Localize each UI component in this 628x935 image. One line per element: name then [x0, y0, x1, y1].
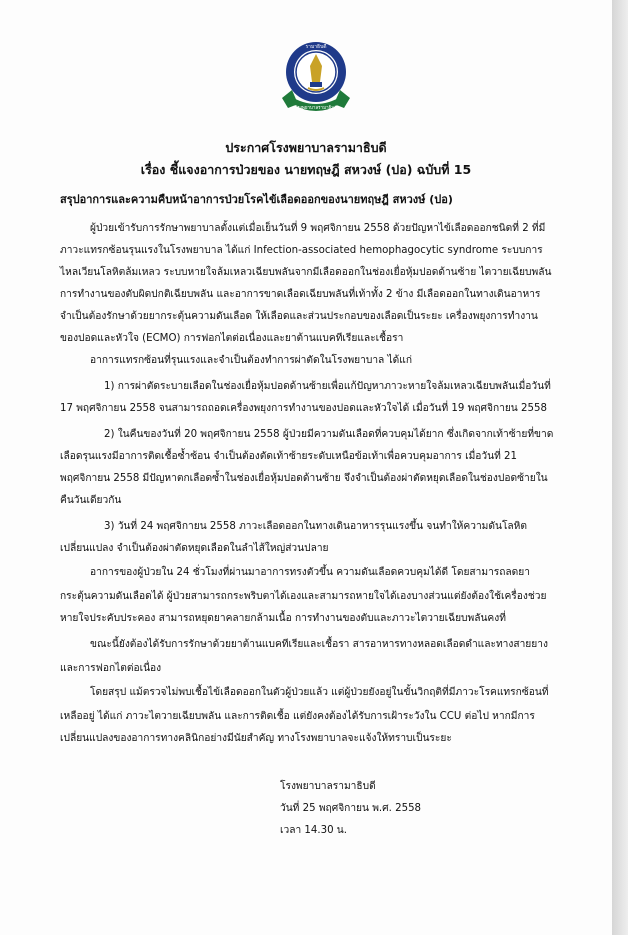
- body-line: ผู้ป่วยเข้ารับการรักษาพยาบาลตั้งแต่เมื่อเย็นวันที่ 9 พฤศจิกายน 2558 ด้วยปัญหาไข้เลือดออกชนิดที่ 2 ที่มี: [90, 223, 546, 234]
- body-line: เปลี่ยนแปลงของอาการทางคลินิกอย่างมีนัยสำคัญ ทางโรงพยาบาลจะแจ้งให้ทราบเป็นระยะ: [60, 733, 452, 744]
- body-line: อาการแทรกซ้อนที่รุนแรงและจำเป็นต้องทำการผ่าตัดในโรงพยาบาล ได้แก่: [90, 355, 412, 366]
- signature-time: เวลา 14.30 น.: [280, 825, 348, 836]
- body-line: เปลี่ยนแปลง จำเป็นต้องผ่าตัดหยุดเลือดในลำไส้ใหญ่ส่วนปลาย: [60, 543, 329, 554]
- body-line: หายใจประคับประคอง สามารถหยุดยาคลายกล้ามเนื้อ การทำงานของตับและภาวะไตวายเฉียบพลันคงที่: [60, 613, 506, 624]
- body-line: และการฟอกไตต่อเนื่อง: [60, 663, 162, 674]
- body-line: 3) วันที่ 24 พฤศจิกายน 2558 ภาวะเลือดออกในทางเดินอาหารรุนแรงขึ้น จนทำให้ความดันโลหิต: [104, 521, 528, 532]
- svg-text:โรงพยาบาลรามาธิบดี: โรงพยาบาลรามาธิบดี: [294, 106, 338, 111]
- body-line: ขณะนี้ยังต้องได้รับการรักษาด้วยยาต้านแบคทีเรียและเชื้อรา สารอาหารทางหลอดเลือดดำและทางสายยาง: [90, 639, 548, 650]
- svg-text:รามาธิบดี: รามาธิบดี: [305, 44, 327, 50]
- body-line: พฤศจิกายน 2558 มีปัญหาตกเลือดซ้ำในช่องเยื่อหุ้มปอดด้านซ้าย จึงจำเป็นต้องผ่าตัดหยุดเลือดในช่องปอดซ้ายใน: [60, 473, 548, 484]
- body-line: กระตุ้นความดันเลือดได้ ผู้ป่วยสามารถกระพริบตาได้เองและสามารถหายใจได้เองบางส่วนแต่ยังต้องใช้เครื่องช่วย: [60, 591, 547, 602]
- signature-org: โรงพยาบาลรามาธิบดี: [280, 781, 376, 792]
- body-line: จำเป็นต้องรักษาด้วยยากระตุ้นความดันเลือด ให้เลือดและส่วนประกอบของเลือดเป็นระยะ เครื่องพยุงการทำงาน: [60, 311, 538, 322]
- document-subject: เรื่อง ชี้แจงอาการป่วยของ นายทฤษฎี สหวงษ์ (ปอ) ฉบับที่ 15: [140, 162, 472, 177]
- body-line: ของปอดและหัวใจ (ECMO) การฟอกไตต่อเนื่องและยาต้านแบคทีเรียและเชื้อรา: [60, 333, 404, 344]
- body-line: เหลืออยู่ ได้แก่ ภาวะไตวายเฉียบพลัน และการติดเชื้อ แต่ยังคงต้องได้รับการเฝ้าระวังใน CCU ต่อไป หากมีการ: [60, 711, 535, 722]
- body-line: ไหลเวียนโลหิตล้มเหลว ระบบหายใจล้มเหลวเฉียบพลันจากมีเลือดออกในช่องเยื่อหุ้มปอดด้านซ้าย ไตวายเฉียบพลัน: [60, 267, 552, 278]
- hospital-seal-icon: [276, 38, 356, 118]
- signature-date: วันที่ 25 พฤศจิกายน พ.ศ. 2558: [280, 803, 422, 814]
- body-line: 1) การผ่าตัดระบายเลือดในช่องเยื่อหุ้มปอดด้านซ้ายเพื่อแก้ปัญหาภาวะหายใจล้มเหลวเฉียบพลันเมื่อวันที่: [104, 381, 551, 392]
- document-title: ประกาศโรงพยาบาลรามาธิบดี: [225, 140, 387, 155]
- body-line: โดยสรุป แม้ตรวจไม่พบเชื้อไข้เลือดออกในตัวผู้ป่วยแล้ว แต่ผู้ป่วยยังอยู่ในขั้นวิกฤติที่มีภาวะโรคแทรกซ้อนที่: [90, 687, 549, 698]
- page-edge: [612, 0, 628, 935]
- body-line: 17 พฤศจิกายน 2558 จนสามารถถอดเครื่องพยุงการทำงานของปอดและหัวใจได้ เมื่อวันที่ 19 พฤศจิกายน 2558: [60, 403, 547, 414]
- body-line: 2) ในคืนของวันที่ 20 พฤศจิกายน 2558 ผู้ป่วยมีความดันเลือดที่ควบคุมได้ยาก ซึ่งเกิดจากเท้าซ้ายที่ขาด: [104, 429, 554, 440]
- summary-heading: สรุปอาการและความคืบหน้าอาการป่วยโรคไข้เลือดออกของนายทฤษฎี สหวงษ์ (ปอ): [60, 193, 453, 206]
- body-line: คืนวันเดียวกัน: [60, 495, 122, 506]
- body-line: ภาวะแทรกซ้อนรุนแรงในโรงพยาบาล ได้แก่ Infection-associated hemophagocytic syndrome ระบบการ: [60, 245, 543, 256]
- body-line: เลือดรุนแรงมีอาการติดเชื้อซ้ำซ้อน จำเป็นต้องตัดเท้าซ้ายระดับเหนือข้อเท้าเพื่อควบคุมอาการ เมื่อวันที่ 21: [60, 451, 518, 462]
- body-line: การทำงานของตับผิดปกติเฉียบพลัน และอาการขาดเลือดเฉียบพลันที่เท้าทั้ง 2 ข้าง มีเลือดออกในทางเดินอาหาร: [60, 289, 541, 300]
- body-line: อาการของผู้ป่วยใน 24 ชั่วโมงที่ผ่านมาอาการทรงตัวขึ้น ความดันเลือดควบคุมได้ดี โดยสามารถลดยา: [90, 567, 530, 578]
